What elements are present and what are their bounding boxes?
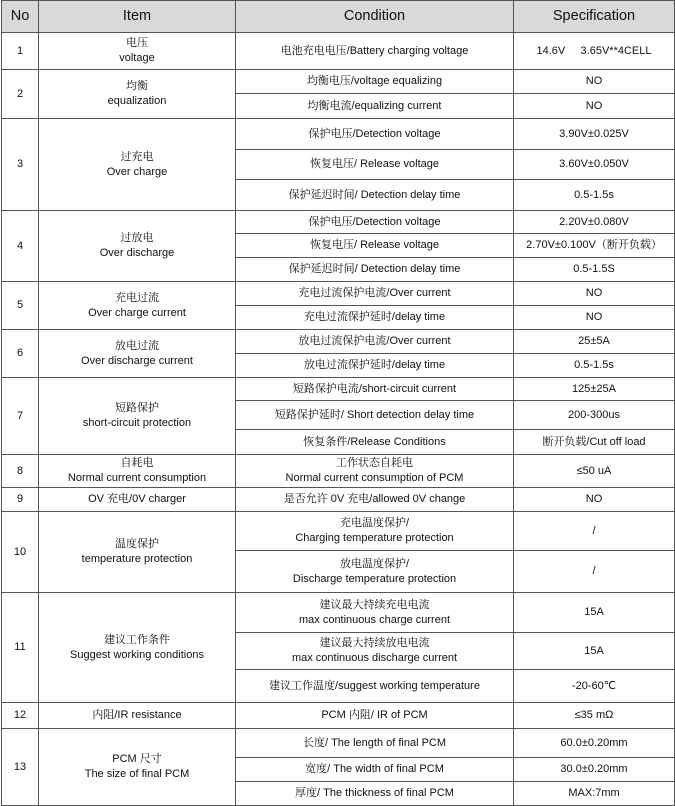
item-label: Normal current consumption [67,472,207,484]
table-row [2,703,675,729]
condition-cell [236,258,514,282]
condition-label: 保护延迟时间/ Detection delay time [288,188,461,201]
condition-cell [236,551,514,593]
condition-label: 厚度/ The thickness of final PCM [295,787,454,799]
specification-value: ≤35 mΩ [514,703,675,729]
condition-label: Charging temperature protection [295,532,454,544]
condition-cell [236,234,514,258]
condition-cell [236,670,514,703]
specification-value: 0.5-1.5S [514,258,675,282]
row-number: 10 [2,512,39,593]
row-number: 6 [2,330,39,378]
item-label: equalization [107,95,167,107]
header-specification: Specification [514,1,675,33]
condition-label: 长度/ The length of final PCM [302,736,447,749]
table-row [2,211,675,234]
table-row [2,70,675,94]
specification-value: 0.5-1.5s [514,354,675,378]
condition-cell [236,306,514,330]
condition-cell [236,70,514,94]
specification-value: 断开负载/Cut off load [514,430,675,455]
condition-label: 恢复电压/ Release voltage [310,158,439,170]
condition-cell [236,354,514,378]
table-row [2,330,675,354]
specification-value: 15A [514,593,675,633]
table-row [2,33,675,70]
condition-label: 放电温度保护/ [339,557,410,570]
row-number: 9 [2,488,39,512]
header-no: No [2,1,39,33]
condition-cell [236,378,514,401]
table-row [2,378,675,401]
item-cell [39,282,236,330]
row-number: 13 [2,729,39,806]
item-label: 放电过流 [115,339,159,352]
condition-label: 保护电压/Detection voltage [308,215,441,228]
item-label: 内阻/IR resistance [92,709,182,721]
item-cell [39,488,236,512]
condition-label: 短路保护延时/ Short detection delay time [274,408,475,421]
specification-value: NO [514,282,675,306]
condition-cell [236,593,514,633]
condition-cell [236,729,514,758]
condition-label: 建议最大持续充电电流 [319,598,430,611]
condition-label: 充电过流保护电流/Over current [298,287,451,299]
condition-cell [236,782,514,806]
item-label: Over charge [106,165,168,178]
item-label: voltage [119,52,155,64]
item-label: Over discharge [99,247,175,259]
condition-cell [236,488,514,512]
specification-value: 3.90V±0.025V [514,119,675,150]
row-number: 12 [2,703,39,729]
item-label: PCM 尺寸 [112,753,162,765]
condition-label: 充电过流保护延时/delay time [303,311,446,323]
item-label: OV 充电/0V charger [88,493,186,505]
condition-label: 短路保护电流/short-circuit current [292,382,457,395]
item-label: 过充电 [120,150,154,163]
condition-cell [236,150,514,180]
header-row [2,1,675,33]
item-label: The size of final PCM [84,768,190,780]
item-cell [39,455,236,488]
header-condition: Condition [236,1,514,33]
specification-value: 3.60V±0.050V [514,150,675,180]
item-cell [39,119,236,211]
item-cell [39,378,236,455]
specification-value: 0.5-1.5s [514,180,675,211]
specification-value: 30.0±0.20mm [514,758,675,782]
table-row [2,593,675,633]
specification-value: / [514,512,675,551]
item-label: 短路保护 [115,402,159,414]
table-row [2,282,675,306]
condition-cell [236,430,514,455]
condition-label: 放电过流保护电流/Over current [298,335,451,347]
condition-label: max continuous charge current [298,613,451,626]
specification-value: 2.20V±0.080V [514,211,675,234]
table-row [2,455,675,488]
item-label: Suggest working conditions [70,648,204,661]
specification-value: NO [514,306,675,330]
condition-label: 充电温度保护/ [339,517,410,529]
specification-value: ≤50 uA [514,455,675,488]
specification-value: 14.6V 3.65V**4CELL [514,33,675,70]
item-cell [39,512,236,593]
item-label: 电压 [126,37,148,49]
condition-label: PCM 内阻/ IR of PCM [321,709,428,721]
condition-cell [236,119,514,150]
condition-cell [236,633,514,670]
condition-label: Discharge temperature protection [292,572,457,585]
condition-cell [236,758,514,782]
condition-label: 宽度/ The width of final PCM [305,763,444,775]
row-number: 11 [2,593,39,703]
table-row [2,729,675,758]
table-row [2,512,675,551]
spec-table [1,0,675,806]
condition-label: 均衡电流/equalizing current [307,99,442,112]
condition-label: 建议工作温度/suggest working temperature [269,679,480,692]
condition-label: 均衡电压/voltage equalizing [306,75,443,87]
item-cell [39,330,236,378]
condition-cell [236,33,514,70]
row-number: 3 [2,119,39,211]
specification-value: 15A [514,633,675,670]
row-number: 5 [2,282,39,330]
condition-label: 电池充电电压/Battery charging voltage [280,44,469,57]
condition-cell [236,180,514,211]
condition-label: max continuous discharge current [291,652,458,664]
condition-cell [236,211,514,234]
specification-value: -20-60℃ [514,670,675,703]
condition-label: 是否允许 0V 充电/allowed 0V change [283,493,466,505]
condition-cell [236,455,514,488]
specification-value: / [514,551,675,593]
item-label: short-circuit protection [82,417,192,429]
item-cell [39,593,236,703]
item-label: 过放电 [120,232,154,244]
item-label: 建议工作条件 [104,633,170,646]
condition-label: Normal current consumption of PCM [285,472,464,484]
item-cell [39,729,236,806]
specification-value: 200-300us [514,401,675,430]
item-cell [39,70,236,119]
condition-cell [236,282,514,306]
condition-label: 恢复电压/ Release voltage [310,239,439,251]
row-number: 1 [2,33,39,70]
table-row [2,488,675,512]
specification-value: 2.70V±0.100V（断开负载） [514,234,675,258]
spec-table-body [2,33,675,806]
item-cell [39,211,236,282]
specification-value: 60.0±0.20mm [514,729,675,758]
specification-value: 25±5A [514,330,675,354]
condition-label: 建议最大持续放电电流 [319,637,430,649]
specification-value: 125±25A [514,378,675,401]
condition-label: 放电过流保护延时/delay time [303,359,446,371]
item-cell [39,703,236,729]
table-row [2,119,675,150]
item-label: 温度保护 [115,538,159,550]
condition-label: 工作状态自耗电 [336,457,413,469]
specification-value: NO [514,94,675,119]
condition-cell [236,703,514,729]
item-label: temperature protection [81,553,193,565]
condition-label: 保护电压/Detection voltage [308,127,441,140]
row-number: 7 [2,378,39,455]
condition-cell [236,330,514,354]
condition-cell [236,94,514,119]
item-label: 自耗电 [120,457,154,469]
item-label: 均衡 [126,80,148,92]
condition-cell [236,512,514,551]
header-item: Item [39,1,236,33]
specification-value: NO [514,70,675,94]
row-number: 2 [2,70,39,119]
specification-value: MAX:7mm [514,782,675,806]
row-number: 8 [2,455,39,488]
item-label: Over charge current [88,306,186,319]
condition-cell [236,401,514,430]
specification-value: NO [514,488,675,512]
row-number: 4 [2,211,39,282]
item-label: Over discharge current [81,354,193,367]
condition-label: 保护延迟时间/ Detection delay time [288,263,461,275]
item-cell [39,33,236,70]
condition-label: 恢复条件/Release Conditions [303,435,446,448]
item-label: 充电过流 [115,291,159,304]
